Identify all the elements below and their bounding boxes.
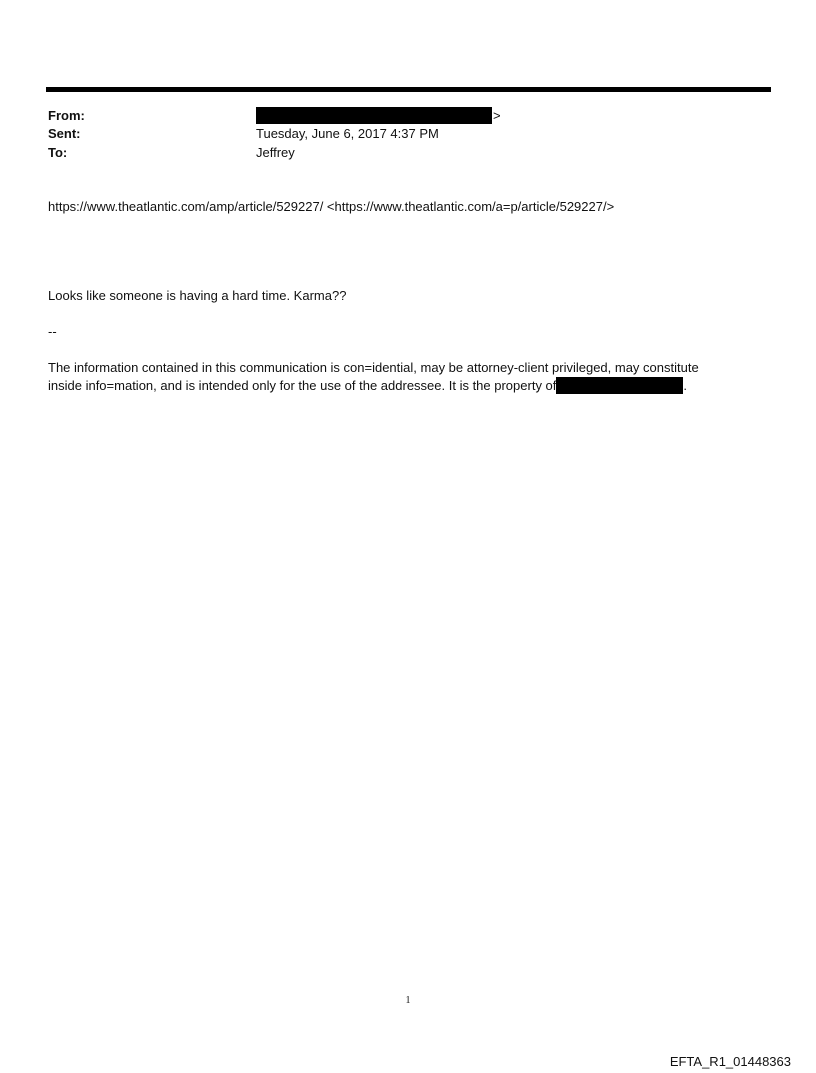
disclaimer-period: . bbox=[683, 378, 688, 393]
document-id: EFTA_R1_01448363 bbox=[669, 1054, 791, 1069]
sent-value: Tuesday, June 6, 2017 4:37 PM bbox=[256, 126, 439, 141]
from-suffix: > bbox=[493, 108, 501, 123]
to-value: Jeffrey bbox=[256, 145, 295, 160]
disclaimer-line-2-text: inside info=mation, and is intended only for the use of the addressee. It is the property of bbox=[48, 378, 557, 393]
from-label: From: bbox=[48, 108, 85, 123]
disclaimer-line-2 bbox=[48, 377, 687, 395]
disclaimer-line-1: The information contained in this communication is con=idential, may be attorney-client privileged, may constitute bbox=[48, 360, 699, 375]
from-redaction bbox=[256, 107, 492, 124]
sent-label: Sent: bbox=[48, 126, 81, 141]
signature-separator: -- bbox=[48, 324, 57, 339]
to-label: To: bbox=[48, 145, 68, 160]
article-url[interactable]: https://www.theatlantic.com/amp/article/529227/ <https://www.theatlantic.com/a=p/article/529227/> bbox=[48, 199, 615, 214]
page-number: 1 bbox=[405, 995, 411, 1006]
from-value bbox=[256, 107, 501, 125]
message-text: Looks like someone is having a hard time. Karma?? bbox=[48, 288, 347, 303]
property-redaction bbox=[556, 377, 683, 394]
header-rule bbox=[46, 87, 771, 92]
